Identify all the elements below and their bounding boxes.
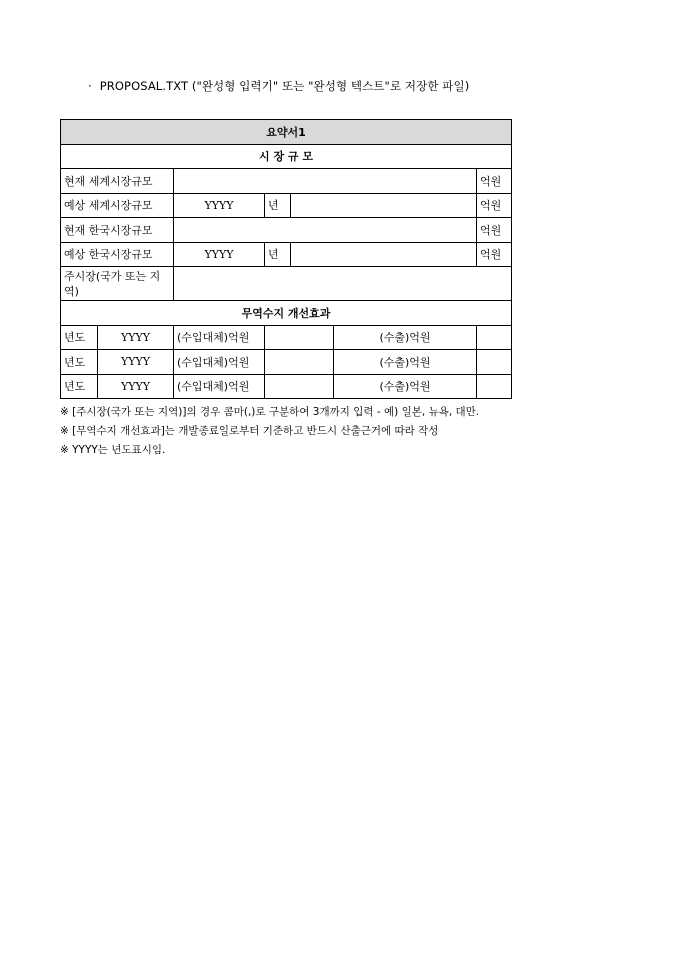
export-value[interactable] [477, 325, 512, 350]
expected-korea-value[interactable] [291, 242, 477, 267]
year-unit: 년 [265, 193, 291, 218]
import-label: (수입대체)억원 [174, 350, 265, 375]
current-korea-value[interactable] [174, 218, 477, 243]
table-row [61, 350, 512, 375]
main-market-label: 주시장(국가 또는 지역) [61, 267, 174, 301]
expected-global-label: 예상 세계시장규모 [61, 193, 174, 218]
current-global-label: 현재 세계시장규모 [61, 169, 174, 194]
current-global-value[interactable] [174, 169, 477, 194]
intro-line [88, 78, 469, 94]
unit-label: 억원 [477, 169, 512, 194]
import-value[interactable] [265, 374, 334, 399]
main-market-value[interactable] [174, 267, 512, 301]
table-row [61, 218, 512, 243]
notes [60, 403, 620, 460]
export-label: (수출)억원 [334, 350, 477, 375]
table-row [61, 193, 512, 218]
table-row [61, 169, 512, 194]
table-row [61, 267, 512, 301]
table-row [61, 325, 512, 350]
trade-section-header: 무역수지 개선효과 [61, 301, 512, 326]
expected-global-value[interactable] [291, 193, 477, 218]
note-trade-balance: ※ [무역수지 개선효과]는 개발종료일로부터 기준하고 반드시 산출근거에 따라 작성 [60, 425, 439, 437]
unit-label: 억원 [477, 218, 512, 243]
year-label: 년도 [61, 350, 98, 375]
export-label: (수출)억원 [334, 374, 477, 399]
year-placeholder: YYYY [174, 242, 265, 267]
import-label: (수입대체)억원 [174, 374, 265, 399]
bullet: · [88, 79, 92, 93]
table-title: 요약서1 [61, 120, 512, 145]
market-section-header: 시 장 규 모 [61, 144, 512, 169]
unit-label: 억원 [477, 242, 512, 267]
import-value[interactable] [265, 325, 334, 350]
year-placeholder: YYYY [174, 193, 265, 218]
import-label: (수입대체)억원 [174, 325, 265, 350]
table-row [61, 242, 512, 267]
export-label: (수출)억원 [334, 325, 477, 350]
year-placeholder: YYYY [98, 325, 174, 350]
table-row [61, 374, 512, 399]
intro-text: PROPOSAL.TXT ("완성형 입력기" 또는 "완성형 텍스트"로 저장한 파일) [99, 79, 470, 93]
year-label: 년도 [61, 374, 98, 399]
export-value[interactable] [477, 374, 512, 399]
year-unit: 년 [265, 242, 291, 267]
year-placeholder: YYYY [98, 374, 174, 399]
import-value[interactable] [265, 350, 334, 375]
expected-korea-label: 예상 한국시장규모 [61, 242, 174, 267]
summary-table [60, 119, 512, 399]
export-value[interactable] [477, 350, 512, 375]
note-yyyy: ※ YYYY는 년도표시임. [60, 444, 166, 456]
note-main-market: ※ [주시장(국가 또는 지역)]의 경우 콤마(,)로 구분하여 3개까지 입력 - 예) 일본, 뉴욕, 대만. [60, 406, 480, 418]
unit-label: 억원 [477, 193, 512, 218]
year-label: 년도 [61, 325, 98, 350]
current-korea-label: 현재 한국시장규모 [61, 218, 174, 243]
year-placeholder: YYYY [98, 350, 174, 375]
